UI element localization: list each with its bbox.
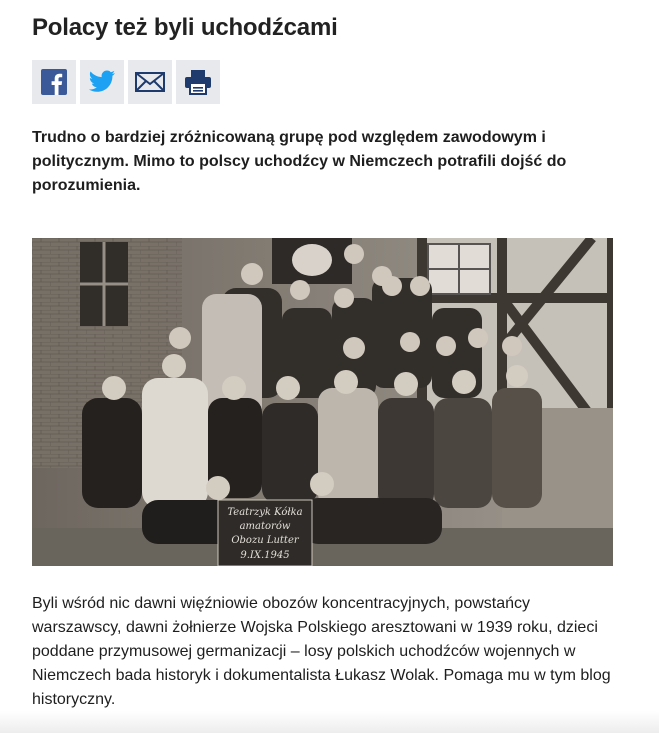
sign-line-1: Teatrzyk Kółka [227,507,303,518]
print-icon [184,69,212,95]
share-facebook-button[interactable] [32,60,76,104]
share-bar [32,60,220,104]
article-photo [32,238,613,566]
sign-line-2: amatorów [239,521,291,532]
group-photo-illustration [32,238,613,566]
email-icon [135,72,165,92]
sign-line-4: 9.IX.1945 [240,550,290,561]
twitter-icon [88,70,116,94]
article-lead: Trudno o bardziej zróżnicowaną grupę pod względem zawodowym i politycznym. Mimo to polscy uchodźcy w Niemczech potrafili dojść do porozumienia. [32,129,567,194]
sign-line-3: Obozu Lutter [231,535,299,546]
scroll-fade [0,711,659,733]
article-body: Byli wśród nic dawni więźniowie obozów koncentracyjnych, powstańcy warszawscy, dawni żołnierze Wojska Polskiego aresztowani w 1939 roku, dzieci poddane przymusowej germanizacji – losy polskich uchodźców wojennych w Niemczech bada historyk i dokumentalista Łukasz Wolak. Pomaga mu w tym blog historyczny. [32,595,611,708]
print-button[interactable] [176,60,220,104]
share-twitter-button[interactable] [80,60,124,104]
share-email-button[interactable] [128,60,172,104]
facebook-icon [41,69,67,95]
article-title: Polacy też byli uchodźcami [32,14,338,41]
